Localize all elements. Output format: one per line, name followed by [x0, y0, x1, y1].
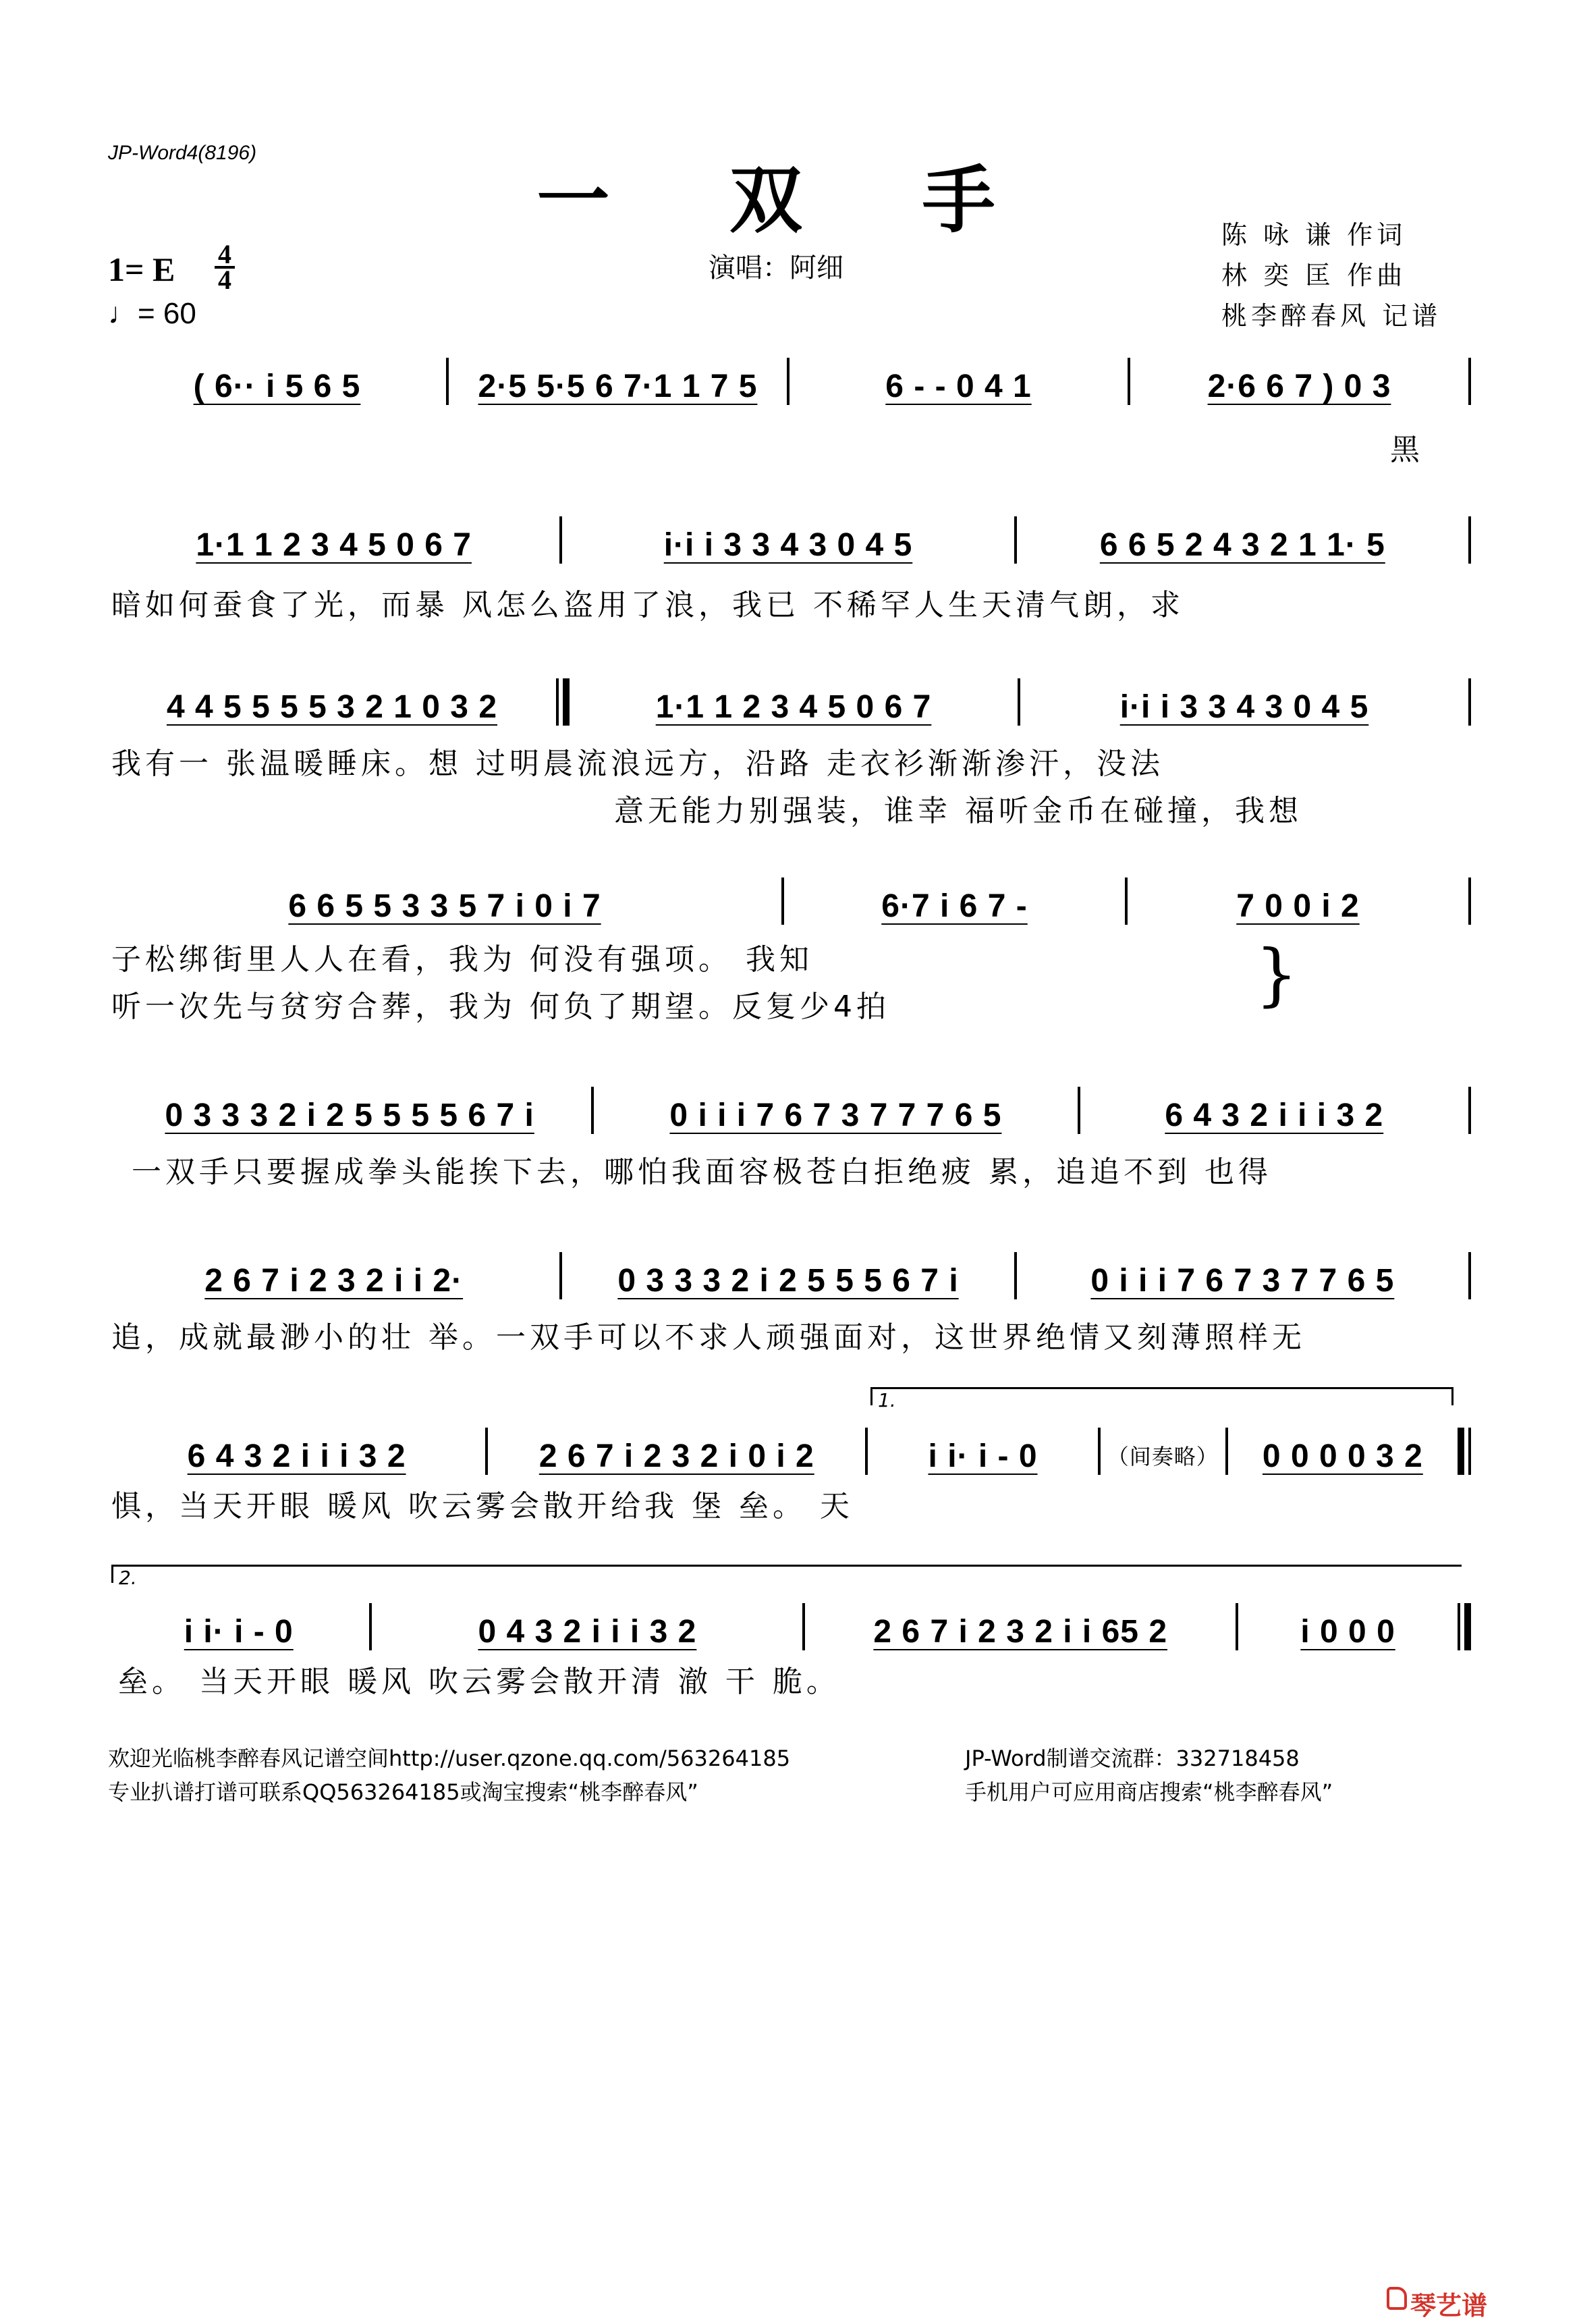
- measure: 6 4 3 2 i i i 3 2: [1165, 1098, 1384, 1133]
- lyrics-line-verse-2: 听一次先与贫穷合葬，我为 何负了期望。反复少4拍: [111, 990, 890, 1024]
- measure: 6 4 3 2 i i i 3 2: [187, 1438, 406, 1474]
- lyrics-line: 追，成就最渺小的壮 举。一双手可以不求人顽强面对，这世界绝情又刻薄照样无: [111, 1320, 1306, 1355]
- volta-number: 2.: [119, 1567, 137, 1589]
- time-top: 4: [218, 239, 231, 269]
- tempo-marking: ♩= 60: [108, 297, 196, 330]
- measure: i·i i 3 3 4 3 0 4 5: [663, 527, 913, 563]
- software-label: JP-Word4(8196): [108, 142, 257, 164]
- score-row-3: [108, 678, 1471, 726]
- barline: [1468, 1252, 1471, 1299]
- measure: 0 4 3 2 i i i 3 2: [478, 1614, 697, 1650]
- measure: 2 6 7 i 2 3 2 i 0 i 2: [538, 1438, 814, 1474]
- repeat-end-barline: [1458, 1428, 1471, 1475]
- lyrics-line: 黑: [1390, 433, 1420, 467]
- lyrics-line: 一双手只要握成拳头能挨下去，哪怕我面容极苍白拒绝疲 累，追追不到 也得: [132, 1155, 1272, 1189]
- lyrics-line: 我有一 张温暖睡床。想 过明晨流浪远方，沿路 走衣衫渐渐渗汗，没法: [111, 747, 1164, 781]
- lyrics-line: 惧，当天开眼 暖风 吹云雾会散开给我 堡 垒。 天: [111, 1489, 854, 1523]
- interlude-note: （间奏略）: [1107, 1444, 1219, 1469]
- score-row-2: [108, 516, 1471, 564]
- barline: [1468, 516, 1471, 564]
- brace-icon: }: [1255, 935, 1298, 1014]
- measure: 6 - - 0 4 1: [885, 369, 1032, 404]
- score-row-5: [108, 1087, 1471, 1134]
- barline: [1468, 358, 1471, 405]
- measure: ( 6·· i 5 6 5: [193, 369, 361, 404]
- volta-number: 1.: [878, 1389, 896, 1411]
- key-signature: 1= E: [108, 250, 175, 288]
- measure: 1·1 1 2 3 4 5 0 6 7: [655, 689, 932, 725]
- measure: 2 6 7 i 2 3 2 i i 65 2: [873, 1614, 1168, 1650]
- measure: 0 3 3 3 2 i 2 5 5 5 6 7 i: [617, 1263, 959, 1299]
- final-barline: [1458, 1603, 1471, 1650]
- singer-credit: 演唱：阿细: [709, 252, 843, 283]
- time-signature: [215, 239, 235, 295]
- volta-bracket-1: [870, 1387, 1453, 1411]
- measure: i i· i - 0: [928, 1438, 1038, 1474]
- measure: 6 6 5 5 3 3 5 7 i 0 i 7: [288, 888, 601, 924]
- score-row-6: [108, 1252, 1471, 1299]
- measure: 0 0 0 0 3 2: [1262, 1438, 1423, 1474]
- repeat-start-barline: [556, 678, 570, 726]
- score-row-8: [108, 1603, 1471, 1650]
- score-row-1: [108, 358, 1471, 405]
- score-row-4: [108, 877, 1471, 925]
- measure: 1·1 1 2 3 4 5 0 6 7: [196, 527, 472, 563]
- credits-block: [1221, 215, 1441, 336]
- song-title: 一 双 手: [536, 158, 1043, 243]
- watermark-text: 琴艺谱: [1410, 2291, 1488, 2321]
- measure: i·i i 3 3 4 3 0 4 5: [1119, 689, 1369, 725]
- footer-line-1-right: JP-Word制谱交流群：332718458: [965, 1746, 1300, 1771]
- measure: 0 i i i 7 6 7 3 7 7 7 6 5: [669, 1098, 1002, 1133]
- measure: 6·7 i 6 7 -: [881, 888, 1028, 924]
- measure: 2·6 6 7 ) 0 3: [1207, 369, 1391, 404]
- footer-line-1-left: 欢迎光临桃李醉春风记谱空间http://user.qzone.qq.com/563264185: [108, 1746, 791, 1771]
- measure: 6 6 5 2 4 3 2 1 1· 5: [1099, 527, 1385, 563]
- footer-line-2-left: 专业扒谱打谱可联系QQ563264185或淘宝搜索“桃李醉春风”: [108, 1779, 698, 1805]
- footer-line-2-right: 手机用户可应用商店搜索“桃李醉春风”: [965, 1779, 1333, 1805]
- score-row-7: [108, 1428, 1471, 1475]
- watermark-logo-icon: [1387, 2287, 1407, 2310]
- time-bottom: 4: [218, 265, 231, 295]
- barline: [1468, 877, 1471, 925]
- barline: [1468, 1087, 1471, 1134]
- lyricist-credit: 陈 咏 谦 作词: [1221, 220, 1407, 250]
- measure: 0 3 3 3 2 i 2 5 5 5 5 6 7 i: [165, 1098, 534, 1133]
- lyrics-line: 子松绑街里人人在看，我为 何没有强项。 我知: [111, 942, 813, 977]
- barline: [1468, 678, 1471, 726]
- transcriber-credit: 桃李醉春风 记谱: [1221, 301, 1442, 331]
- lyrics-line: 暗如何蚕食了光，而暴 风怎么盗用了浪，我已 不稀罕人生天清气朗，求: [111, 588, 1184, 622]
- measure: 7 0 0 i 2: [1236, 888, 1360, 924]
- measure: 2·5 5·5 6 7·1 1 7 5: [478, 369, 758, 404]
- lyrics-line-verse-2: 意无能力别强装，谁幸 福听金币在碰撞，我想: [614, 794, 1302, 828]
- measure: 0 i i i 7 6 7 3 7 7 6 5: [1090, 1263, 1395, 1299]
- measure: 2 6 7 i 2 3 2 i i 2·: [204, 1263, 464, 1299]
- measure: 4 4 5 5 5 5 3 2 1 0 3 2: [166, 689, 498, 725]
- volta-bracket-2: [111, 1565, 1462, 1589]
- composer-credit: 林 奕 匡 作曲: [1221, 261, 1407, 290]
- lyrics-line: 垒。 当天开眼 暖风 吹云雾会散开清 澈 干 脆。: [118, 1665, 840, 1699]
- measure: i 0 0 0: [1300, 1614, 1395, 1650]
- measure: i i· i - 0: [184, 1614, 294, 1650]
